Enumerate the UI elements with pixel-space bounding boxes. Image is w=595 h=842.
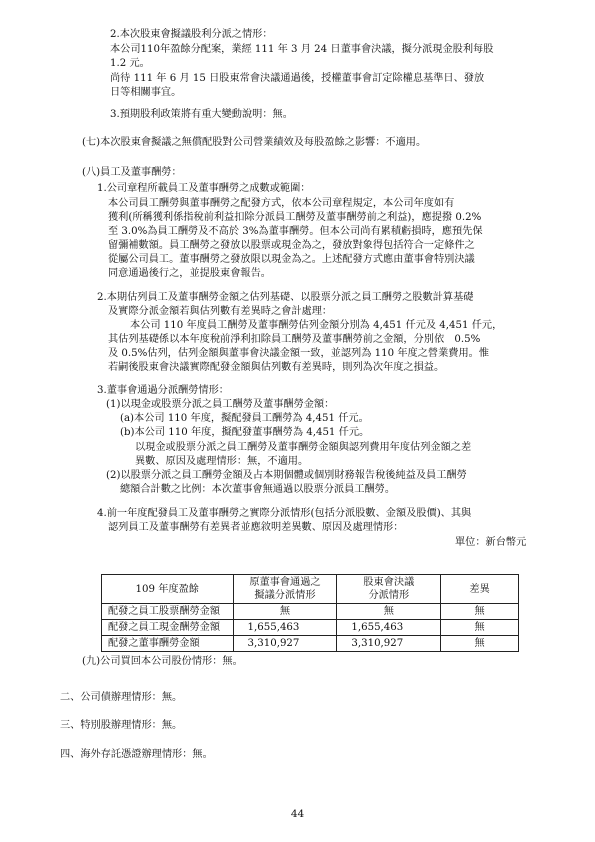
item-2-text-3: 及 0.5%估列，估列金額與董事會決議金額一致，並認列為 110 年度之營業費用。惟 — [108, 348, 490, 359]
row-board-value: 1,655,463 — [233, 620, 337, 636]
item-3-sub-1a: (a)本公司 110 年度，擬配發員工酬勞為 4,451 仟元。 — [120, 413, 369, 424]
line-2-dividend-text-3: 尚待 111 年 6 月 15 日股東常會決議通過後，授權董事會訂定除權息基準日、發放 — [110, 73, 485, 84]
header-board-proposal — [233, 575, 337, 604]
item-2-text-4: 若嗣後股東會決議實際配發金額與估列數有差異時，則列為次年度之損益。 — [108, 362, 445, 373]
row-difference: 無 — [441, 604, 519, 620]
item-3-sub-1-note-2: 異數、原因及處理情形：無，不適用。 — [135, 456, 309, 467]
item-2-text-1: 本公司 110 年度員工酬勞及董事酬勞估列金額分別為 4,451 仟元及 4,451 仟元， — [130, 320, 503, 331]
line-2-dividend-heading: 2.本次股東會擬議股利分派之情形： — [110, 29, 273, 40]
row-board-value: 3,310,927 — [233, 636, 337, 652]
line-2-dividend-text-1: 本公司110年盈餘分配案，業經 111 年 3 月 24 日董事會決議，擬分派現金股利每股 — [110, 44, 494, 55]
item-2-heading-1: 2.本期估列員工及董事酬勞金額之估列基礎、以股票分派之員工酬勞之股數計算基礎 — [97, 292, 474, 303]
header-shareholder-resolution-line-1: 股東會決議 — [363, 577, 415, 588]
item-1-text-1: 本公司員工酬勞與董事酬勞之配發方式，依本公司章程規定，本公司年度如有 — [108, 198, 455, 209]
table-header-row — [102, 575, 519, 604]
item-1-text-4: 留彌補數額。員工酬勞之發放以股票或現金為之，發放對象得包括符合一定條件之 — [108, 240, 475, 251]
table-row — [102, 636, 519, 652]
item-3-sub-1-note-1: 以現金或股票分派之員工酬勞及董事酬勞金額與認列費用年度估列金額之差 — [135, 442, 472, 453]
unit-label: 單位：新台幣元 — [455, 537, 527, 548]
section-7-heading: (七)本次股東會擬議之無償配股對公司營業績效及每股盈餘之影響：不適用。 — [82, 137, 427, 148]
row-shareholder-value: 1,655,463 — [337, 620, 441, 636]
item-2-text-2: 其估列基礎係以本年度稅前淨利扣除員工酬勞及董事酬勞前之金額，分別依 0.5% — [108, 334, 481, 345]
row-shareholder-value: 3,310,927 — [337, 636, 441, 652]
line-3-policy: 3.預期股利政策將有重大變動說明：無。 — [110, 109, 293, 120]
header-year-earnings: 109 年度盈餘 — [102, 575, 234, 604]
remuneration-table — [101, 574, 519, 652]
item-3-sub-2-2: 總額合計數之比例：本次董事會無通過以股票分派員工酬勞。 — [120, 484, 396, 495]
item-1-text-5: 從屬公司員工。董事酬勞之發放限以現金為之。上述配發方式應由董事會特別決議 — [108, 254, 475, 265]
item-4-heading-1: 4.前一年度配發員工及董事酬勞之實際分派情形(包括分派股數、金額及股價)、其與 — [97, 508, 472, 519]
header-difference: 差異 — [441, 575, 519, 604]
section-4-depositary-receipts: 四、海外存託憑證辦理情形：無。 — [60, 749, 213, 760]
item-3-sub-2-1: (2)以股票分派之員工酬勞金額及占本期個體或個別財務報告稅後純益及員工酬勞 — [106, 470, 467, 481]
row-label: 配發之董事酬勞金額 — [102, 636, 234, 652]
header-board-proposal-line-2: 擬議分派情形 — [254, 590, 316, 601]
table-row — [102, 620, 519, 636]
item-1-text-2: 獲利(所稱獲利係指稅前利益扣除分派員工酬勞及董事酬勞前之利益)，應提撥 0.2% — [108, 212, 482, 223]
item-3-sub-1: (1)以現金或股票分派之員工酬勞及董事酬勞金額： — [106, 399, 335, 410]
item-3-sub-1b: (b)本公司 110 年度，擬配發董事酬勞為 4,451 仟元。 — [120, 427, 370, 438]
line-2-dividend-text-2: 1.2 元。 — [110, 58, 150, 69]
row-label: 配發之員工股票酬勞金額 — [102, 604, 234, 620]
row-label: 配發之員工現金酬勞金額 — [102, 620, 234, 636]
section-8-heading: (八)員工及董事酬勞： — [82, 167, 182, 178]
item-1-text-6: 同意通過後行之，並提股東會報告。 — [108, 268, 271, 279]
section-3-preferred-shares: 三、特別股辦理情形：無。 — [60, 720, 183, 731]
item-1-heading: 1.公司章程所載員工及董事酬勞之成數或範圍： — [97, 183, 311, 194]
item-1-text-3: 至 3.0%為員工酬勞及不高於 3%為董事酬勞。但本公司尚有累積虧損時，應預先保 — [108, 226, 483, 237]
page-number: 44 — [290, 808, 305, 820]
item-2-heading-2: 及實際分派金額若與估列數有差異時之會計處理： — [108, 306, 333, 317]
row-difference: 無 — [441, 636, 519, 652]
row-difference: 無 — [441, 620, 519, 636]
section-9-buyback: (九)公司買回本公司股份情形：無。 — [82, 656, 243, 667]
header-board-proposal-line-1: 原董事會通過之 — [249, 577, 321, 588]
row-shareholder-value: 無 — [337, 604, 441, 620]
item-3-heading: 3.董事會通過分派酬勞情形： — [97, 385, 229, 396]
line-2-dividend-text-4: 日等相關事宜。 — [110, 87, 182, 98]
table-row — [102, 604, 519, 620]
header-shareholder-resolution-line-2: 分派情形 — [368, 590, 410, 601]
row-board-value: 無 — [233, 604, 337, 620]
item-4-heading-2: 認列員工及董事酬勞有差異者並應敘明差異數、原因及處理情形： — [108, 522, 404, 533]
section-2-bonds: 二、公司債辦理情形：無。 — [60, 692, 183, 703]
header-shareholder-resolution — [337, 575, 441, 604]
